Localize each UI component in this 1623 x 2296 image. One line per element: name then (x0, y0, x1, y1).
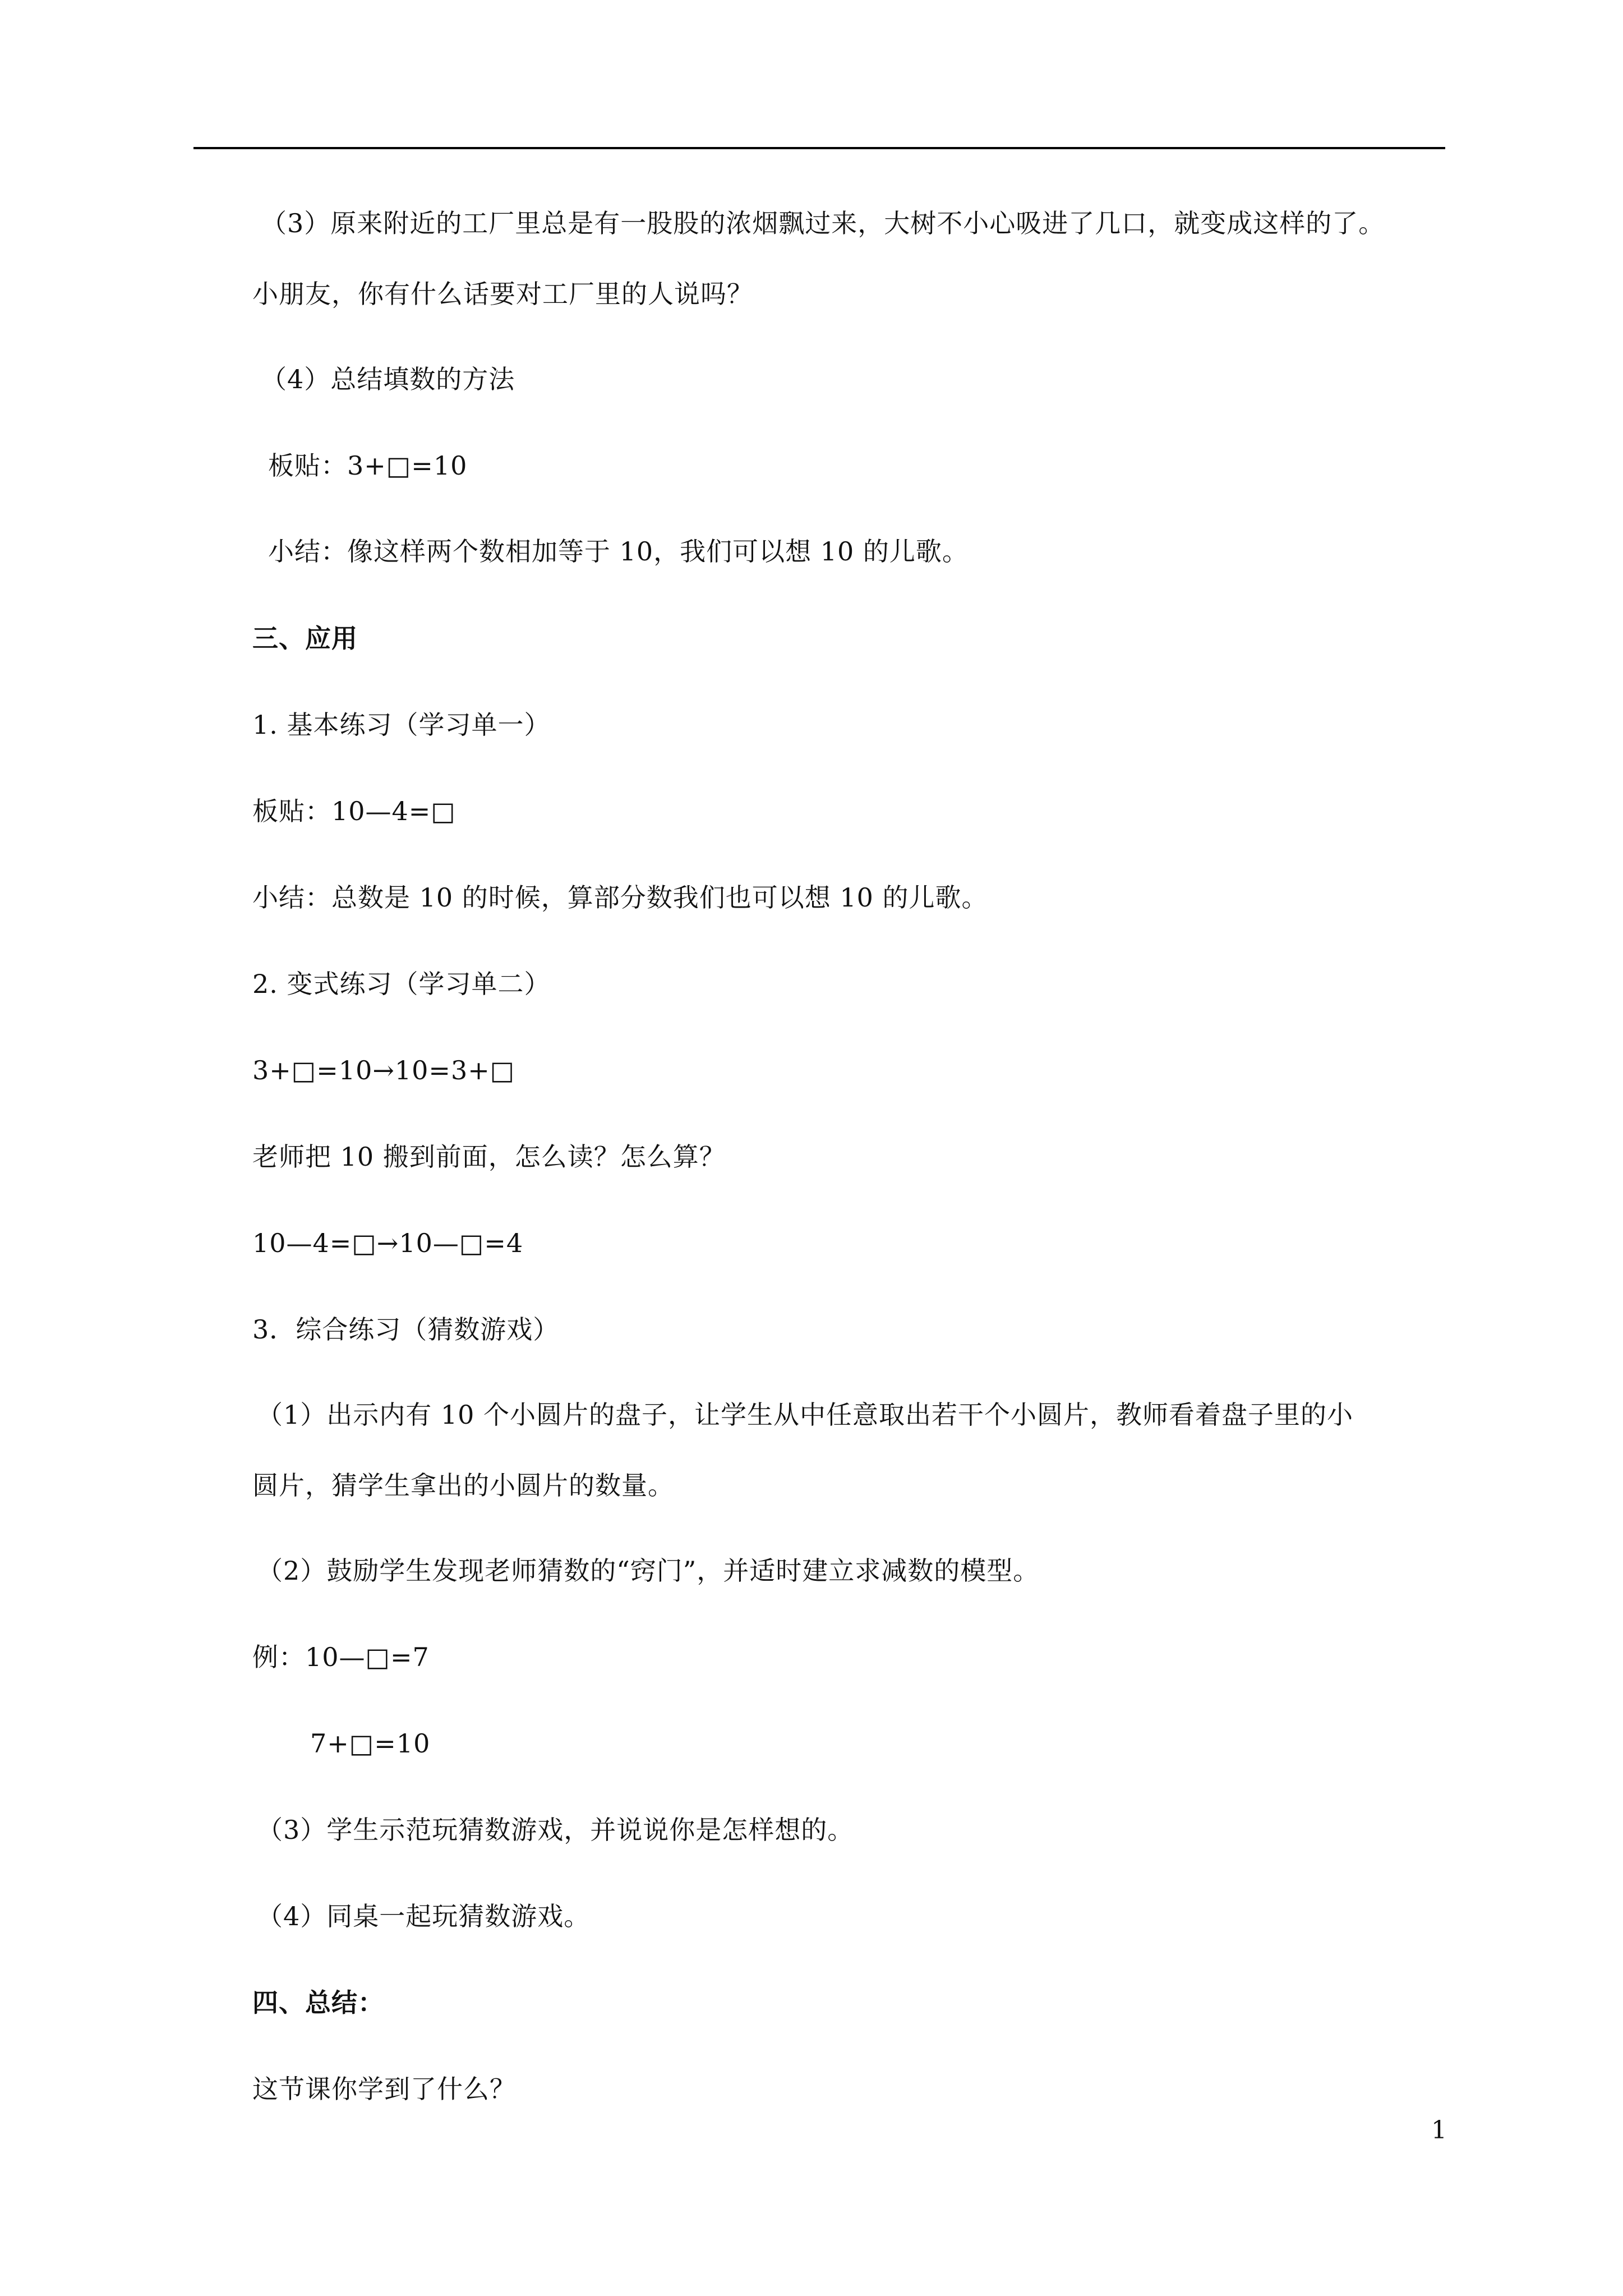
board-equation-1: 板贴：3+□=10 (268, 450, 468, 481)
summary-2: 小结：总数是 10 的时候，算部分数我们也可以想 10 的儿歌。 (252, 882, 988, 913)
section-heading-application: 三、应用 (252, 623, 358, 654)
game-step-4: （4）同桌一起玩猜数游戏。 (257, 1901, 591, 1931)
game-step-1-line-1: （1）出示内有 10 个小圆片的盘子，让学生从中任意取出若干个小圆片，教师看着盘子里的小 (257, 1400, 1354, 1430)
page-number: 1 (1431, 2116, 1447, 2145)
section-heading-summary: 四、总结： (252, 1987, 384, 2018)
header-rule (193, 147, 1445, 149)
example-equation-2: 7+□=10 (310, 1728, 431, 1759)
exercise-3-heading: 3．综合练习（猜数游戏） (252, 1314, 560, 1345)
board-equation-2: 板贴：10—4=□ (252, 796, 456, 826)
transform-equation-2: 10—4=□→10—□=4 (252, 1228, 524, 1258)
summary-method-heading: （4）总结填数的方法 (261, 364, 515, 394)
game-step-3: （3）学生示范玩猜数游戏，并说说你是怎样想的。 (257, 1815, 854, 1845)
summary-question: 这节课你学到了什么？ (252, 2074, 516, 2104)
game-step-1-line-2: 圆片，猜学生拿出的小圆片的数量。 (252, 1470, 674, 1501)
paragraph-3-line-1: （3）原来附近的工厂里总是有一股股的浓烟飘过来，大树不小心吸进了几口，就变成这样的了。 (261, 208, 1385, 238)
exercise-2-heading: 2. 变式练习（学习单二） (252, 969, 551, 999)
exercise-1-heading: 1. 基本练习（学习单一） (252, 710, 551, 740)
example-equation-1: 例：10—□=7 (252, 1642, 430, 1672)
game-step-2: （2）鼓励学生发现老师猜数的“窍门”，并适时建立求减数的模型。 (257, 1556, 1040, 1586)
paragraph-3-line-2: 小朋友，你有什么话要对工厂里的人说吗？ (252, 279, 753, 309)
summary-1: 小结：像这样两个数相加等于 10，我们可以想 10 的儿歌。 (268, 536, 969, 567)
teacher-question: 老师把 10 搬到前面，怎么读？怎么算？ (252, 1142, 726, 1172)
transform-equation-1: 3+□=10→10=3+□ (252, 1055, 515, 1085)
